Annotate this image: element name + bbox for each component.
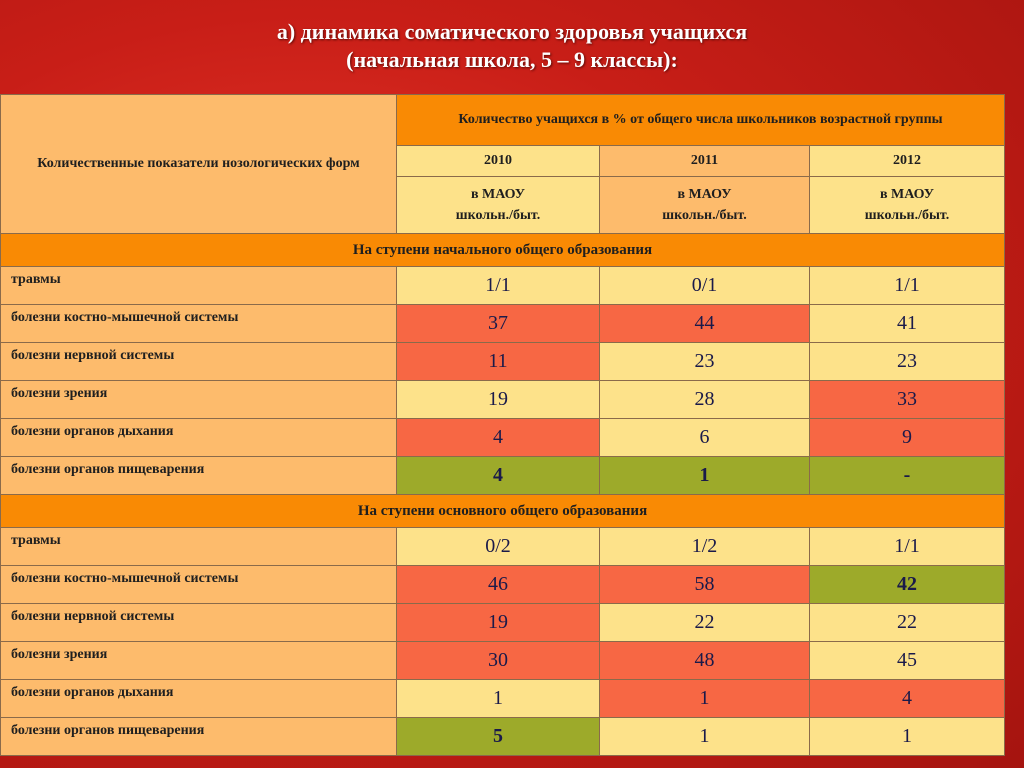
header-year-2010: 2010 xyxy=(397,146,600,177)
health-table xyxy=(0,94,1005,756)
header-percent: Количество учащихся в % от общего числа школьников возрастной группы xyxy=(397,95,1005,146)
row-label: болезни органов дыхания xyxy=(1,680,397,718)
table-row xyxy=(1,267,1005,305)
value-cell-2011: 1 xyxy=(600,680,810,718)
row-label: болезни костно-мышечной системы xyxy=(1,305,397,343)
row-label: болезни зрения xyxy=(1,642,397,680)
value-cell-2011: 23 xyxy=(600,343,810,381)
value-cell-2012: 1/1 xyxy=(810,267,1005,305)
value-cell-2011: 58 xyxy=(600,566,810,604)
table-row xyxy=(1,343,1005,381)
header-sub-2011: в МАОУ школьн./быт. xyxy=(600,177,810,234)
value-cell-2011: 1 xyxy=(600,457,810,495)
value-cell-2010: 4 xyxy=(397,419,600,457)
table-row xyxy=(1,604,1005,642)
table-row xyxy=(1,718,1005,756)
value-cell-2011: 44 xyxy=(600,305,810,343)
value-cell-2011: 6 xyxy=(600,419,810,457)
value-cell-2011: 1 xyxy=(600,718,810,756)
table-row xyxy=(1,419,1005,457)
value-cell-2011: 48 xyxy=(600,642,810,680)
row-label: болезни зрения xyxy=(1,381,397,419)
title-line-1: а) динамика соматического здоровья учащихся xyxy=(276,19,748,44)
value-cell-2012: - xyxy=(810,457,1005,495)
value-cell-2012: 33 xyxy=(810,381,1005,419)
value-cell-2010: 46 xyxy=(397,566,600,604)
row-label: болезни нервной системы xyxy=(1,343,397,381)
table-row xyxy=(1,381,1005,419)
value-cell-2010: 37 xyxy=(397,305,600,343)
table-row xyxy=(1,566,1005,604)
title-line-2: (начальная школа, 5 – 9 классы): xyxy=(346,47,678,72)
value-cell-2012: 1 xyxy=(810,718,1005,756)
value-cell-2010: 30 xyxy=(397,642,600,680)
value-cell-2012: 23 xyxy=(810,343,1005,381)
value-cell-2011: 22 xyxy=(600,604,810,642)
header-year-2012: 2012 xyxy=(810,146,1005,177)
value-cell-2012: 1/1 xyxy=(810,528,1005,566)
table-row xyxy=(1,528,1005,566)
row-label: болезни органов дыхания xyxy=(1,419,397,457)
value-cell-2010: 19 xyxy=(397,604,600,642)
row-label: болезни органов пищеварения xyxy=(1,457,397,495)
value-cell-2010: 4 xyxy=(397,457,600,495)
value-cell-2010: 19 xyxy=(397,381,600,419)
value-cell-2012: 9 xyxy=(810,419,1005,457)
value-cell-2012: 45 xyxy=(810,642,1005,680)
value-cell-2012: 4 xyxy=(810,680,1005,718)
row-label: болезни нервной системы xyxy=(1,604,397,642)
value-cell-2012: 22 xyxy=(810,604,1005,642)
row-label: травмы xyxy=(1,528,397,566)
table-row xyxy=(1,457,1005,495)
value-cell-2010: 1 xyxy=(397,680,600,718)
value-cell-2012: 42 xyxy=(810,566,1005,604)
value-cell-2010: 1/1 xyxy=(397,267,600,305)
value-cell-2010: 11 xyxy=(397,343,600,381)
header-year-2011: 2011 xyxy=(600,146,810,177)
value-cell-2011: 1/2 xyxy=(600,528,810,566)
row-label: травмы xyxy=(1,267,397,305)
row-label: болезни органов пищеварения xyxy=(1,718,397,756)
value-cell-2011: 28 xyxy=(600,381,810,419)
section-header: На ступени начального общего образования xyxy=(1,234,1005,267)
header-indicators: Количественные показатели нозологических форм xyxy=(1,95,397,234)
header-sub-2012: в МАОУ школьн./быт. xyxy=(810,177,1005,234)
value-cell-2012: 41 xyxy=(810,305,1005,343)
table-row xyxy=(1,642,1005,680)
value-cell-2010: 0/2 xyxy=(397,528,600,566)
value-cell-2010: 5 xyxy=(397,718,600,756)
section-header: На ступени основного общего образования xyxy=(1,495,1005,528)
table-row xyxy=(1,680,1005,718)
slide-title xyxy=(0,18,1024,74)
header-sub-2010: в МАОУ школьн./быт. xyxy=(397,177,600,234)
row-label: болезни костно-мышечной системы xyxy=(1,566,397,604)
value-cell-2011: 0/1 xyxy=(600,267,810,305)
table-row xyxy=(1,305,1005,343)
